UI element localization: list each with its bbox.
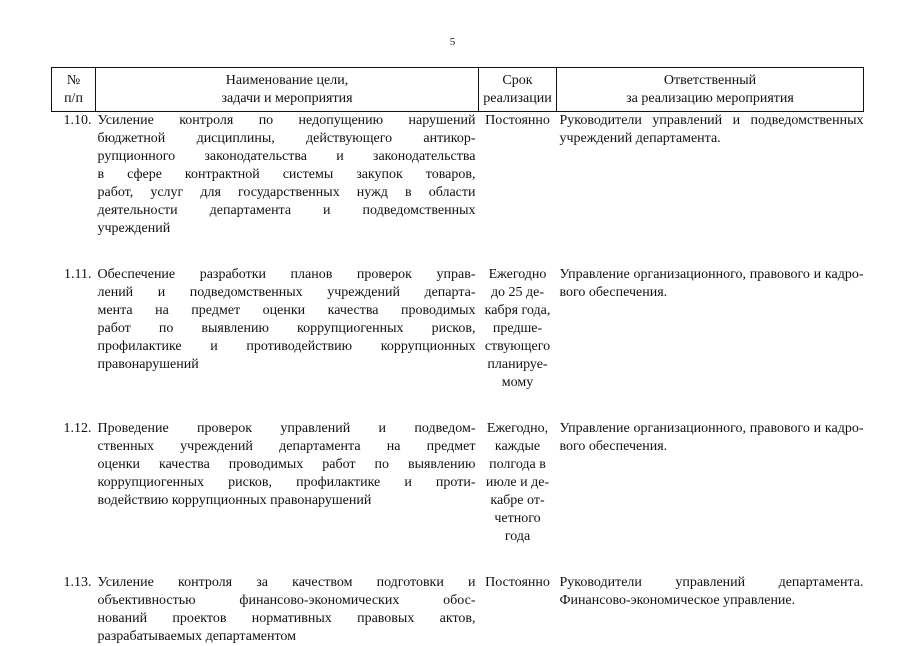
header-term: Срок реализации [479,68,557,112]
table-row [52,420,864,546]
responsible-cell [557,266,864,392]
term-cell [479,574,557,646]
task-cell-line: деятельности департамента и подведомственных [98,202,476,220]
page-number: 5 [0,36,905,48]
term-cell-line: Ежегодно, [479,420,557,438]
term-cell-line: кабре от- [479,492,557,510]
table-row [52,574,864,646]
task-cell-line: ственных учреждений департамента на предмет [98,438,476,456]
task-cell-line: нований проектов нормативных правовых актов, [98,610,476,628]
task-cell-line: работ, услуг для государственных нужд в области [98,184,476,202]
table-row [52,112,864,239]
term-cell [479,420,557,546]
row-number: 1.10. [52,112,96,239]
row-spacer [52,546,864,574]
row-spacer [52,238,864,266]
row-number: 1.13. [52,574,96,646]
task-cell-line: работ по выявлению коррупциогенных рисков, [98,320,476,338]
table-header-row [52,68,864,112]
task-cell [96,266,479,392]
task-cell-line: в сфере контрактной системы закупок товаров, [98,166,476,184]
task-cell-line: Усиление контроля по недопущению нарушений [98,112,476,130]
task-cell [96,112,479,239]
task-cell-line: оценки качества проводимых работ по выявлению [98,456,476,474]
term-cell [479,266,557,392]
row-number: 1.11. [52,266,96,392]
header-responsible: Ответственный за реализацию мероприятия [557,68,864,112]
term-cell-line: ствующего [479,338,557,356]
responsible-cell-line: Управление организационного, правового и кадро- [560,266,864,284]
responsible-cell-line: Руководители управлений и подведомственных [560,112,864,130]
term-cell-line: полгода в [479,456,557,474]
task-cell-line: Усиление контроля за качеством подготовки и [98,574,476,592]
term-cell-line: планируе- [479,356,557,374]
term-cell-line: каждые [479,438,557,456]
term-cell-line: мому [479,374,557,392]
task-cell [96,420,479,546]
task-cell-line: рупционного законодательства и законодательства [98,148,476,166]
task-cell-line: бюджетной дисциплины, действующего антикор- [98,130,476,148]
task-cell-line: мента на предмет оценки качества проводимых [98,302,476,320]
term-cell-line: Ежегодно [479,266,557,284]
term-cell-line: четного [479,510,557,528]
responsible-cell-line: вого обеспечения. [560,284,864,302]
task-cell-line: разрабатываемых департаментом [98,628,476,646]
row-number: 1.12. [52,420,96,546]
task-cell-line: профилактике и противодействию коррупционных [98,338,476,356]
responsible-cell [557,112,864,239]
table-body [52,112,864,646]
header-num: № п/п [52,68,96,112]
task-cell-line: учреждений [98,220,476,238]
responsible-cell [557,420,864,546]
term-cell-line: Постоянно [479,574,557,592]
task-cell-line: лений и подведомственных учреждений департа- [98,284,476,302]
measures-table [51,67,864,646]
row-spacer [52,392,864,420]
term-cell-line: предше- [479,320,557,338]
task-cell-line: Проведение проверок управлений и подведом- [98,420,476,438]
term-cell-line: года [479,528,557,546]
header-task: Наименование цели, задачи и мероприятия [96,68,479,112]
task-cell-line: объективностью финансово-экономических обос- [98,592,476,610]
responsible-cell-line: Управление организационного, правового и кадро- [560,420,864,438]
task-cell-line: водействию коррупционных правонарушений [98,492,476,510]
term-cell-line: кабря года, [479,302,557,320]
responsible-cell-line: учреждений департамента. [560,130,864,148]
responsible-cell-line: вого обеспечения. [560,438,864,456]
responsible-cell [557,574,864,646]
task-cell [96,574,479,646]
responsible-cell-line: Руководители управлений департамента. [560,574,864,592]
task-cell-line: коррупциогенных рисков, профилактике и проти- [98,474,476,492]
term-cell-line: Постоянно [479,112,557,130]
term-cell-line: до 25 де- [479,284,557,302]
task-cell-line: правонарушений [98,356,476,374]
table-row [52,266,864,392]
term-cell [479,112,557,239]
task-cell-line: Обеспечение разработки планов проверок управ- [98,266,476,284]
term-cell-line: июле и де- [479,474,557,492]
responsible-cell-line: Финансово-экономическое управление. [560,592,864,610]
